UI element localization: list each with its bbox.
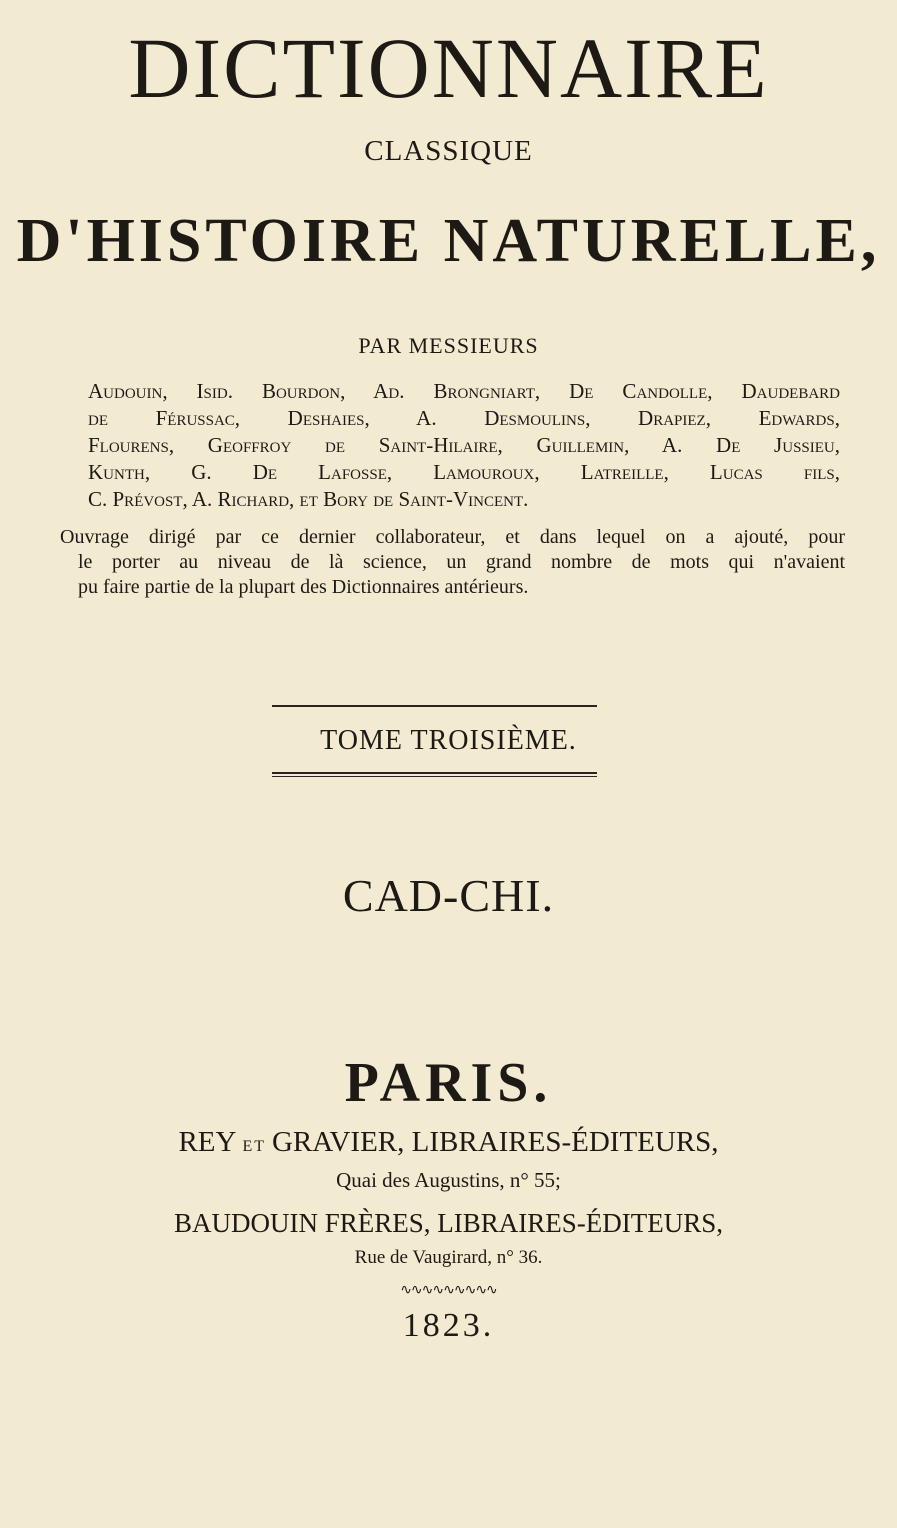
city-paris: PARIS. [344,1052,553,1114]
publisher-rey-gravier [0,1124,897,1165]
authors-line: Flourens, Geoffroy de Saint-Hilaire, Guillemin, A. De Jussieu, [88,433,840,457]
divider-bottom-thin [272,776,597,777]
publication-year: 1823. [402,1307,495,1344]
publisher-name-gravier: GRAVIER, LIBRAIRES-ÉDITEURS, [271,1126,719,1158]
authors-line: Audouin, Isid. Bourdon, Ad. Brongniart, De Candolle, Daudebard [88,379,840,403]
authors-line: C. Prévost, A. Richard, et Bory de Saint-Vincent. [88,487,529,511]
ornament-rule: ∿∿∿∿∿∿∿∿∿ [400,1283,497,1298]
publisher-name-rey: REY [178,1126,237,1158]
authors-line: Kunth, G. De Lafosse, Lamouroux, Latreille, Lucas fils, [88,460,840,484]
address-vaugirard: Rue de Vaugirard, n° 36. [354,1247,543,1268]
divider-bottom [272,772,597,774]
authors-line: de Férussac, Deshaies, A. Desmoulins, Drapiez, Edwards, [88,406,840,430]
authors-list [88,378,840,513]
volume-range: CAD-CHI. [342,870,555,921]
publisher-et: ET [242,1138,266,1155]
intro-line: Ouvrage dirigé par ce dernier collaborateur, et dans lequel on a ajouté, pour [60,526,845,548]
title-dictionnaire: DICTIONNAIRE [128,20,769,116]
intro-line: pu faire partie de la plupart des Dictionnaires antérieurs. [78,576,529,598]
tome-label: TOME TROISIÈME. [320,725,577,756]
address-augustins: Quai des Augustins, n° 55; [336,1168,561,1192]
title-classique: CLASSIQUE [364,135,533,167]
intro-line: le porter au niveau de là science, un grand nombre de mots qui n'avaient [78,551,845,573]
publisher-baudouin: BAUDOUIN FRÈRES, LIBRAIRES-ÉDITEURS, [173,1208,724,1238]
divider-top [272,705,597,707]
par-messieurs: PAR MESSIEURS [358,333,539,358]
title-histoire-naturelle: D'HISTOIRE NATURELLE, [16,207,881,275]
intro-paragraph [60,525,845,600]
